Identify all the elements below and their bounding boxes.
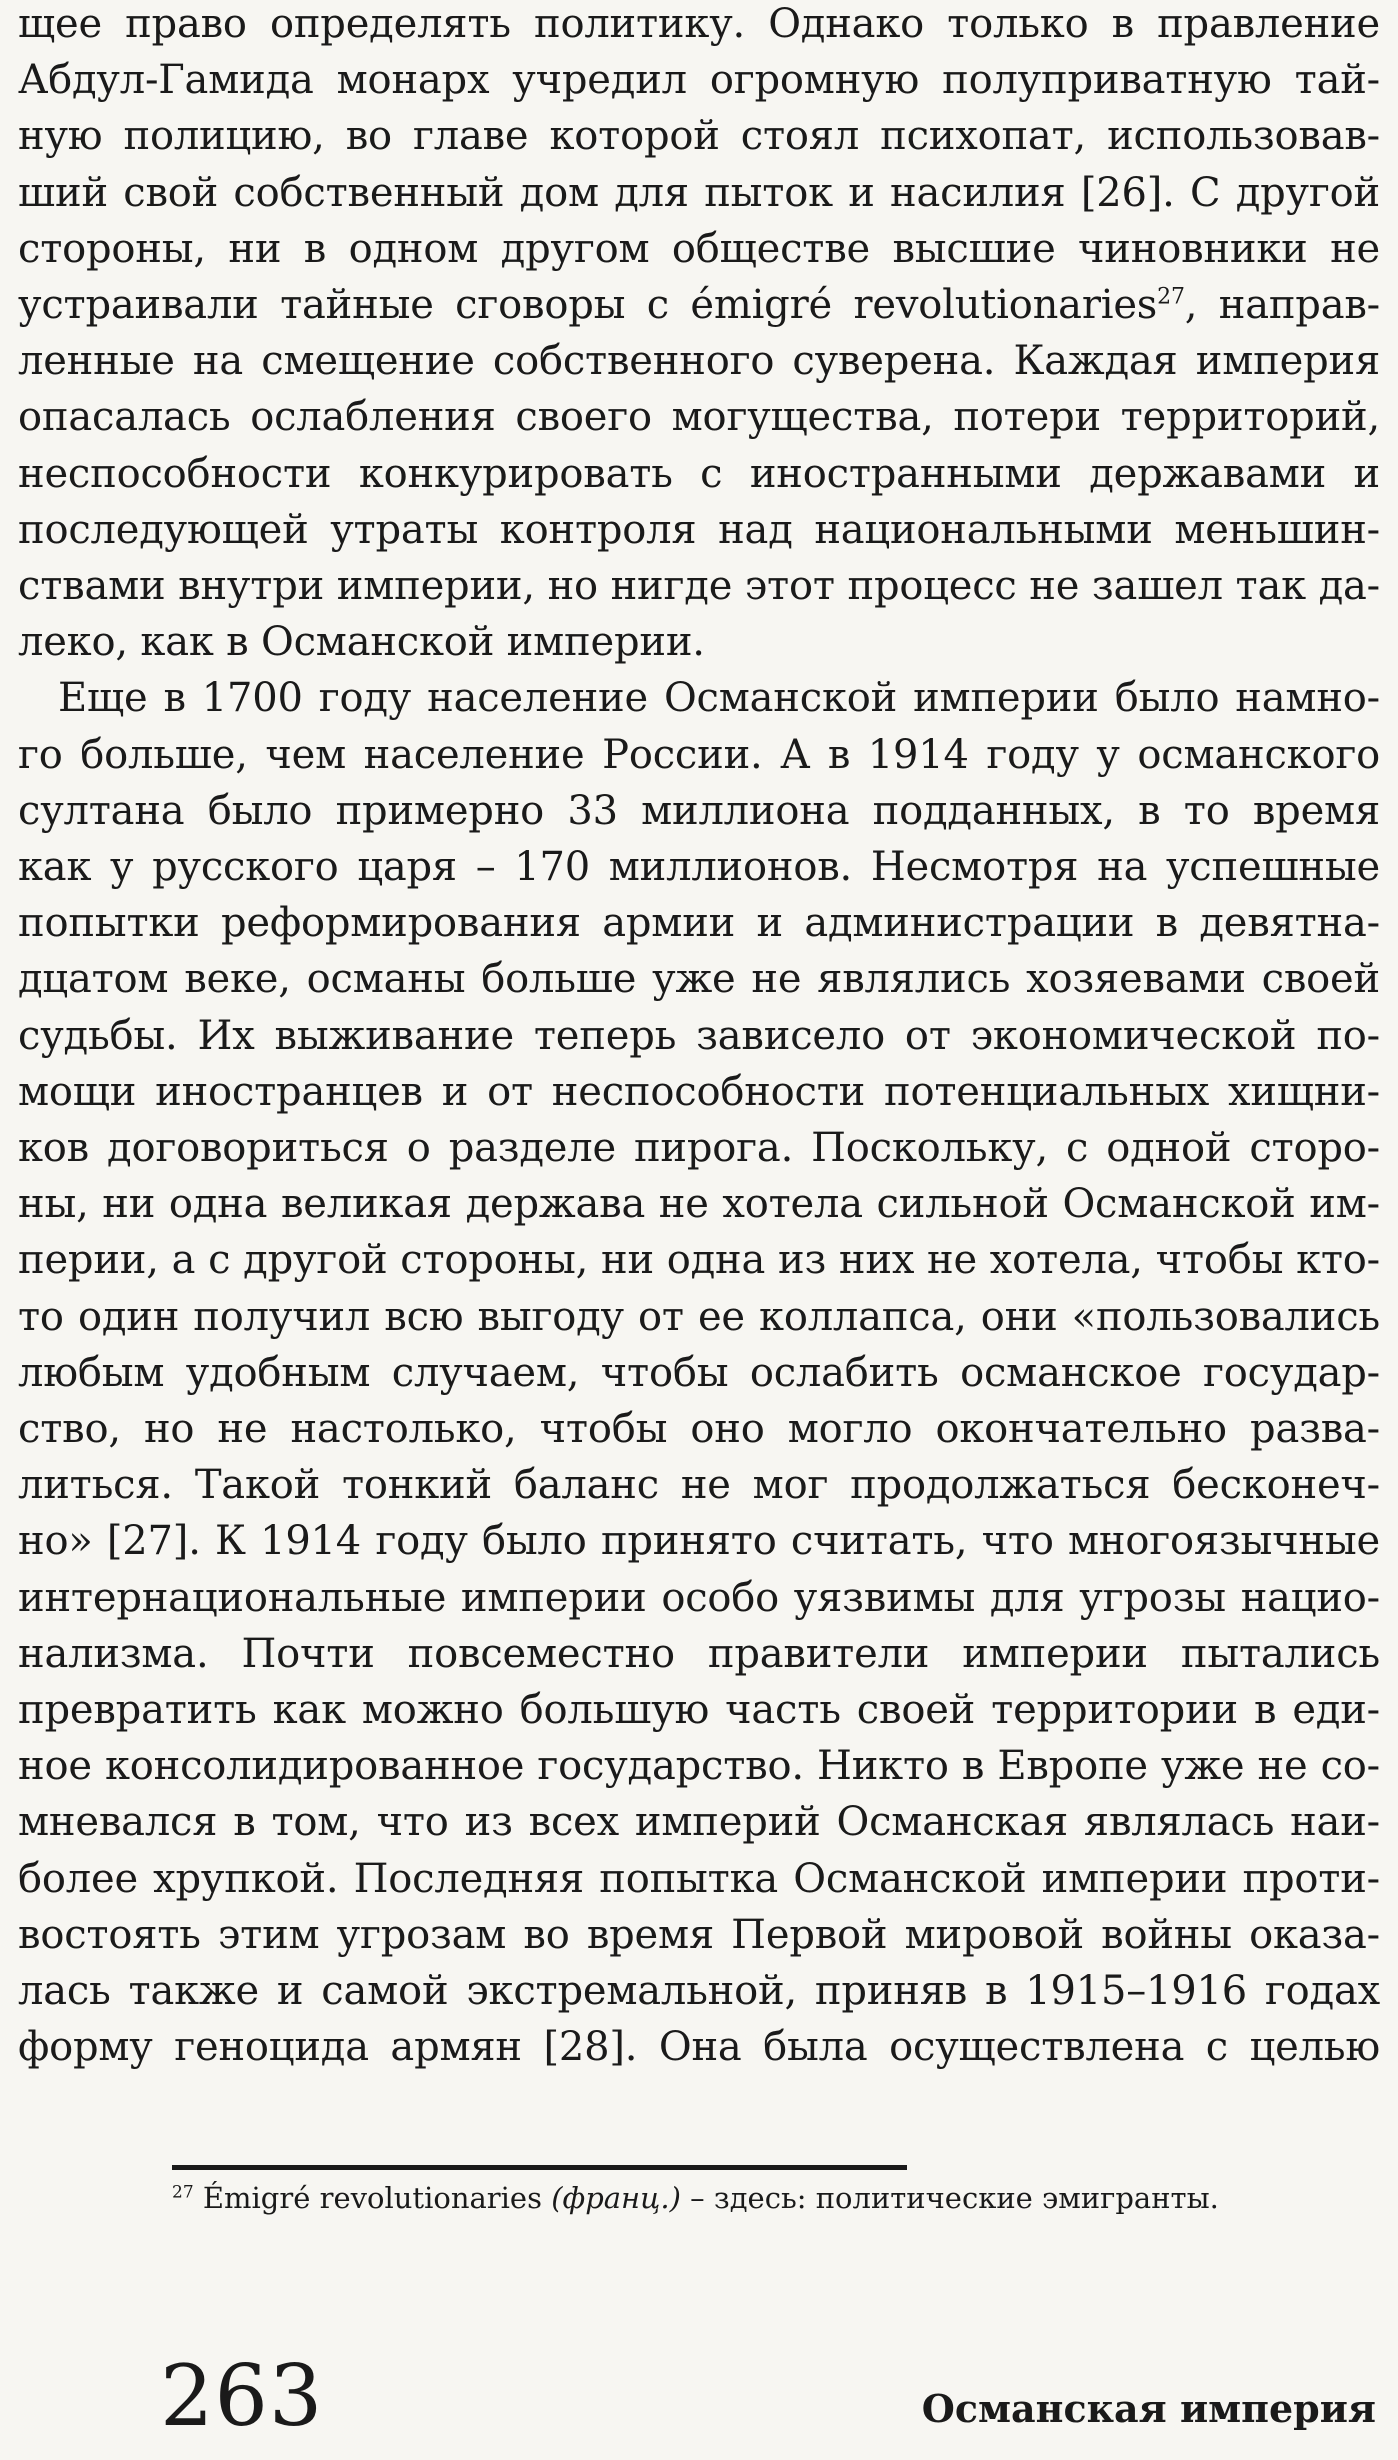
body-line: ство, но не настолько, чтобы оно могло окончательно разва- <box>18 1406 1380 1452</box>
body-line: судьбы. Их выживание теперь зависело от экономической по- <box>18 1012 1380 1059</box>
footnote-reference: 27 <box>1157 284 1185 310</box>
body-line-text: устраивали тайные сговоры с émigré revolutionaries <box>18 282 1158 328</box>
body-line: го больше, чем население России. А в 1914 году у османского <box>18 731 1380 778</box>
footnote-language: (франц.) <box>551 2181 681 2215</box>
body-line: литься. Такой тонкий баланс не мог продолжаться бесконеч- <box>18 1462 1380 1509</box>
body-line-with-footnote-ref <box>18 277 1380 333</box>
body-line: любым удобным случаем, чтобы ослабить османское государ- <box>18 1349 1380 1396</box>
footnote-term: Émigré revolutionaries <box>202 2181 542 2215</box>
body-line: ную полицию, во главе которой стоял психопат, использовав- <box>18 113 1380 160</box>
running-title: Османская империя <box>921 2386 1376 2431</box>
body-line: ков договориться о разделе пирога. Поскольку, с одной сторо- <box>18 1125 1380 1171</box>
body-line: интернациональные империи особо уязвимы для угрозы нацио- <box>18 1574 1380 1621</box>
body-line: леко, как в Османской империи. <box>18 619 705 666</box>
body-line: султана было примерно 33 миллиона подданных, в то время <box>18 787 1380 834</box>
footnote <box>172 2176 1372 2220</box>
paragraph-first-line: Еще в 1700 году население Османской империи было намно- <box>58 675 1380 722</box>
body-line: то один получил всю выгоду от ее коллапса, они «пользовались <box>18 1293 1380 1340</box>
body-line: лась также и самой экстремальной, приняв в 1915–1916 годах <box>18 1968 1380 2014</box>
body-line: ствами внутри империи, но нигде этот процесс не зашел так да- <box>18 563 1380 609</box>
body-line: но» [27]. К 1914 году было принято считать, что многоязычные <box>18 1518 1380 1565</box>
body-line: форму геноцида армян [28]. Она была осуществлена с целью <box>18 2024 1380 2071</box>
body-line: более хрупкой. Последняя попытка Османской империи проти- <box>18 1855 1380 1902</box>
body-line: ны, ни одна великая держава не хотела сильной Османской им- <box>18 1181 1380 1228</box>
body-line: ший свой собственный дом для пыток и насилия [26]. С другой <box>18 169 1380 216</box>
footnote-marker: 27 <box>172 2182 194 2203</box>
body-line: мневался в том, что из всех империй Османская являлась наи- <box>18 1799 1380 1846</box>
body-line: превратить как можно большую часть своей территории в еди- <box>18 1687 1380 1733</box>
body-line: стороны, ни в одном другом обществе высшие чиновники не <box>18 225 1380 272</box>
body-line: Абдул-Гамида монарх учредил огромную полуприватную тай- <box>18 57 1380 104</box>
body-line: как у русского царя – 170 миллионов. Несмотря на успешные <box>18 844 1380 890</box>
page-number: 263 <box>160 2347 324 2445</box>
body-line: ное консолидированное государство. Никто в Европе уже не со- <box>18 1743 1380 1790</box>
body-line: нализма. Почти повсеместно правители империи пытались <box>18 1630 1380 1677</box>
body-line: перии, а с другой стороны, ни одна из них не хотела, чтобы кто- <box>18 1237 1380 1284</box>
body-line: последующей утраты контроля над национальными меньшин- <box>18 506 1380 553</box>
body-line: востоять этим угрозам во время Первой мировой войны оказа- <box>18 1911 1380 1958</box>
body-line: ленные на смещение собственного суверена. Каждая империя <box>18 338 1380 385</box>
body-line: щее право определять политику. Однако только в правление <box>18 1 1380 47</box>
footnote-divider <box>172 2165 907 2170</box>
body-line-tail: , направ- <box>1184 282 1380 328</box>
body-line: дцатом веке, османы больше уже не являлись хозяевами своей <box>18 956 1380 1003</box>
footnote-text: – здесь: политические эмигранты. <box>680 2181 1219 2215</box>
body-line: опасалась ослабления своего могущества, потери территорий, <box>18 394 1380 441</box>
body-line: неспособности конкурировать с иностранными державами и <box>18 450 1380 497</box>
body-line: мощи иностранцев и от неспособности потенциальных хищни- <box>18 1068 1380 1115</box>
body-line: попытки реформирования армии и администрации в девятна- <box>18 900 1380 947</box>
